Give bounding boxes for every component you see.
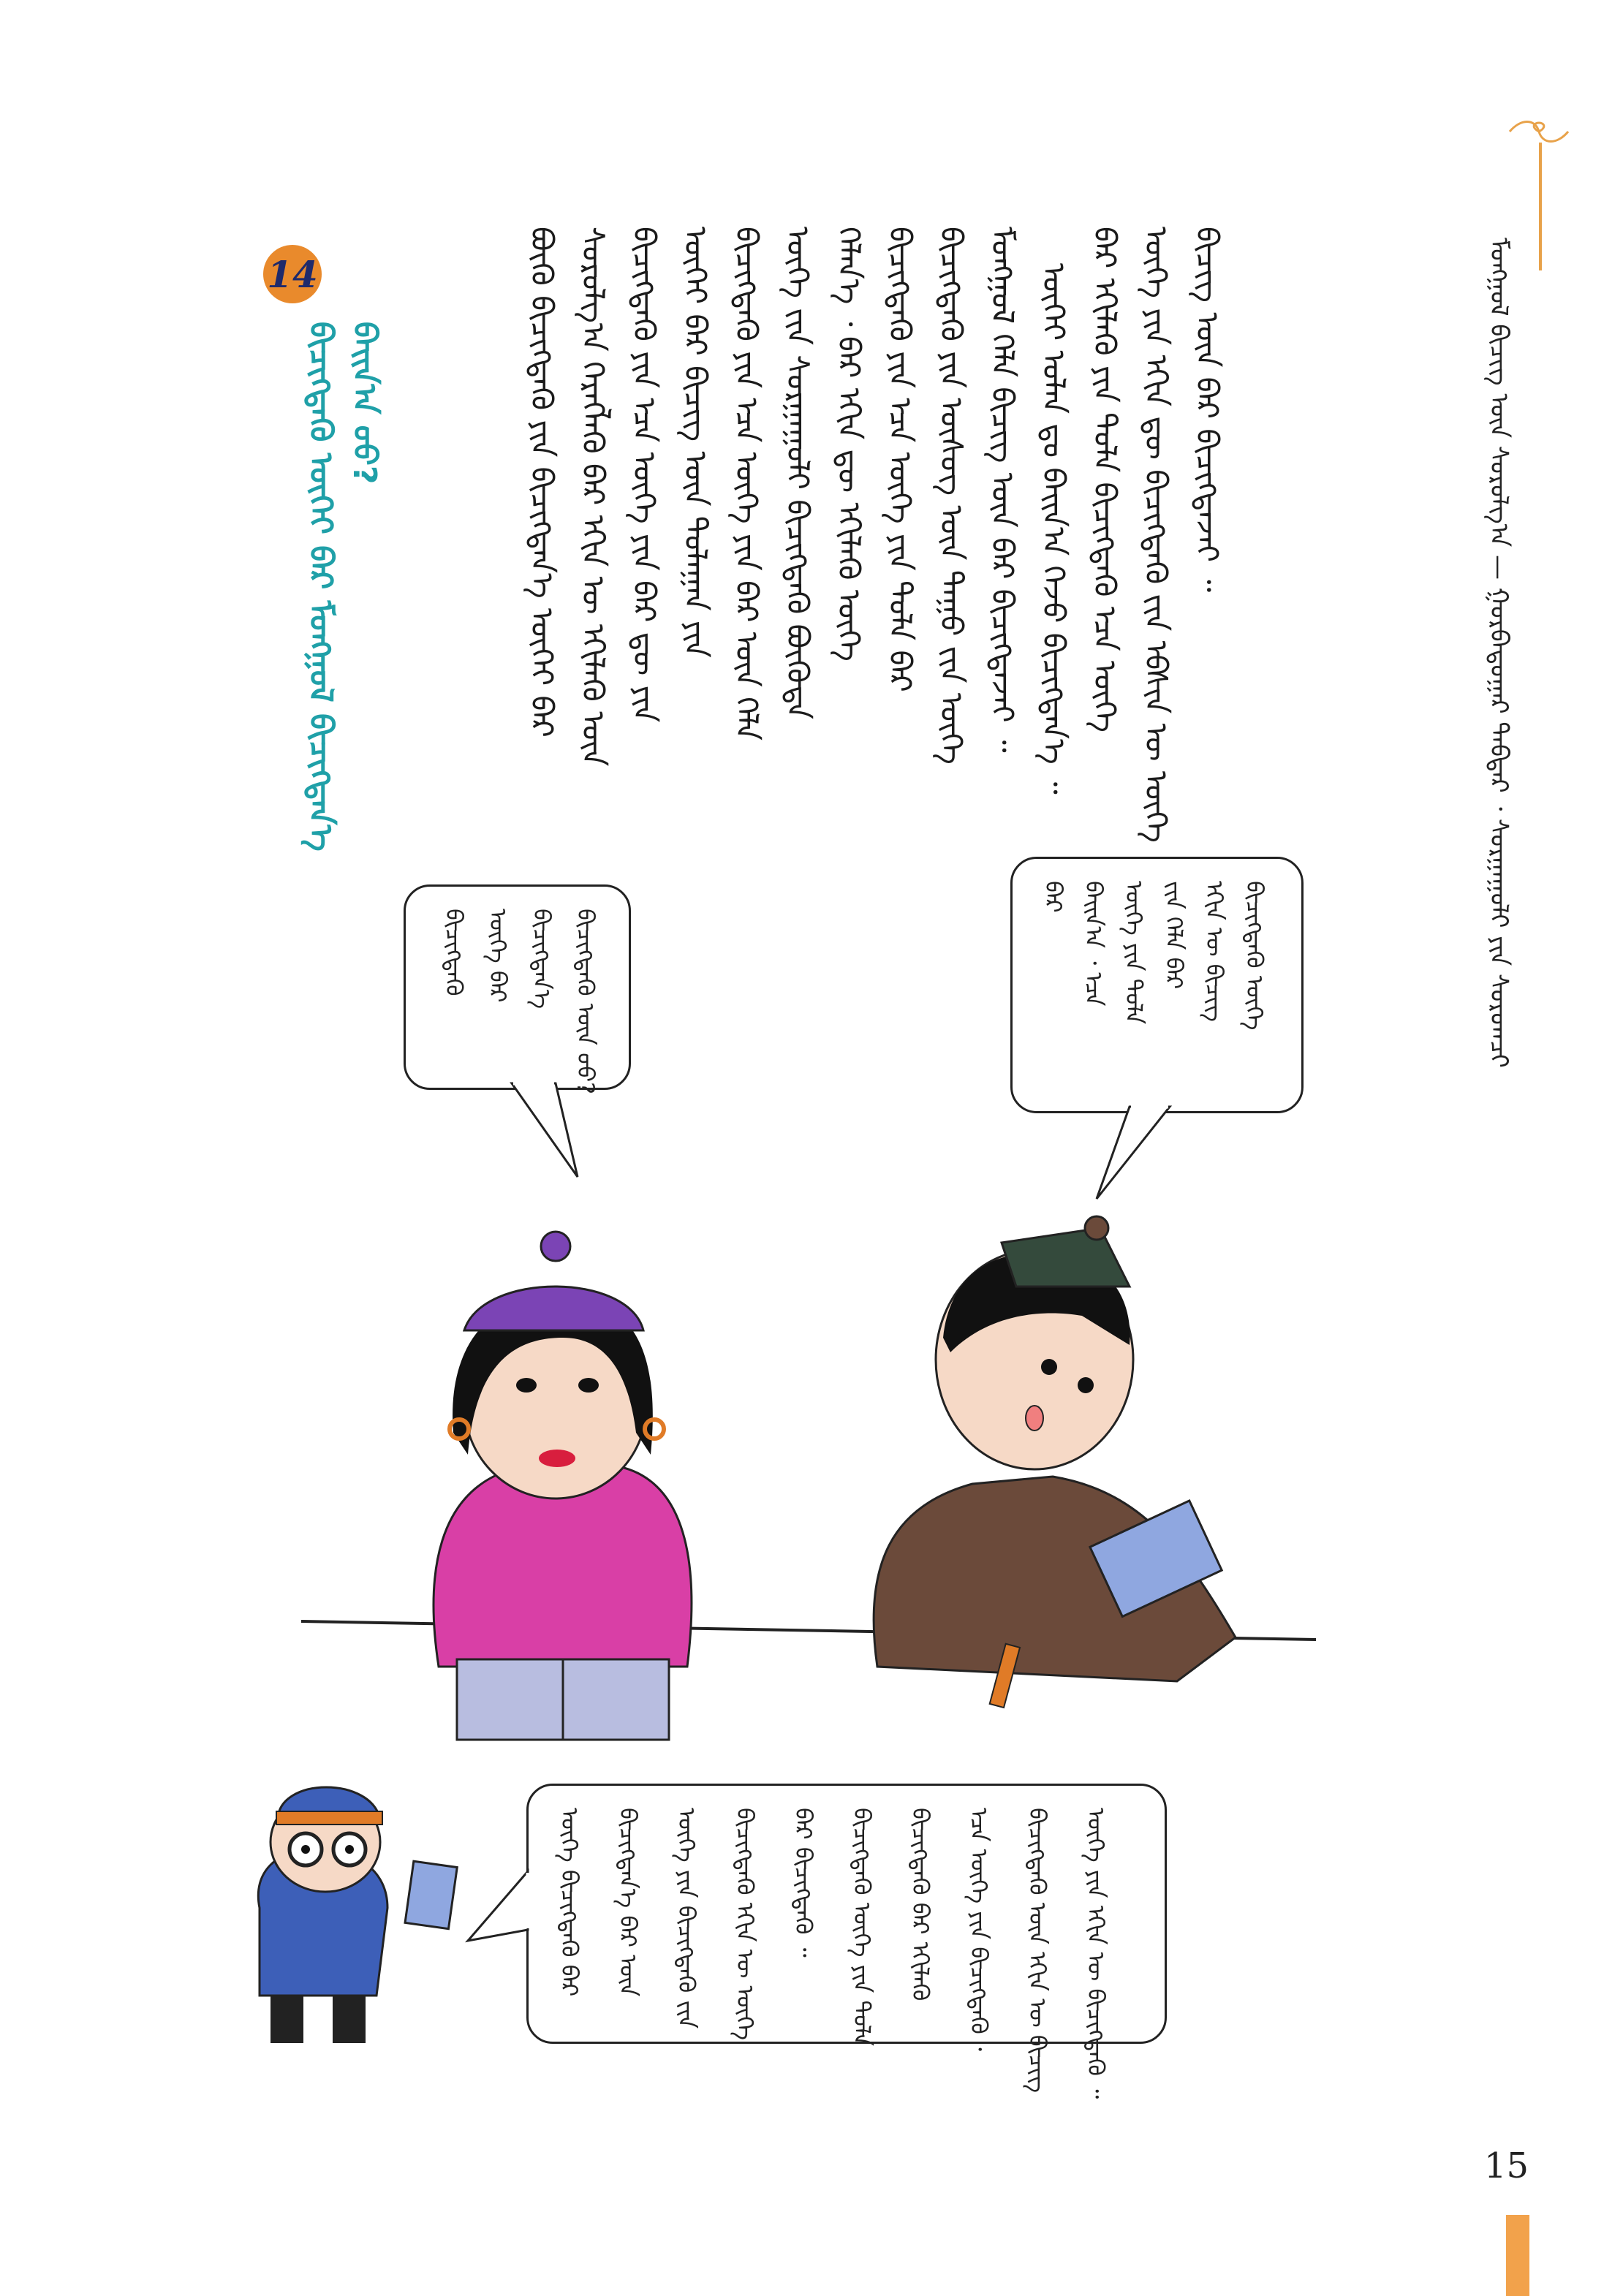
bubble-line: ᠡᠴᠡ ᠦᠭᠡ ᠶᠢᠨ ᠪᠢᠴᠢᠭᠳᠡᠬᠦ ᠂ [965, 1808, 993, 2051]
body-line: ᠪᠦᠬᠦ ᠪᠢᠴᠢᠭᠳᠡᠬᠦ ᠶᠢᠨ ᠪᠢᠴᠢᠭᠳᠡᠨ᠎ᠡ ᠦᠭᠡᠢ ᠪᠠᠷ [524, 227, 560, 738]
bubble-line: ᠦᠭᠡ ᠶᠢᠨ ᠲᠤᠯᠠ [1120, 881, 1148, 1025]
bubble-line: ᠪᠢᠴᠢᠭᠳᠡᠬᠦ ᠦᠭᠡ [1241, 881, 1268, 1031]
bubble-line: ᠪᠢᠴᠢᠭᠳᠡᠬᠦ ᠦᠨ ᠤᠤ? [572, 909, 599, 1095]
bubble-tail-boy [1097, 1107, 1170, 1199]
bubble-tail-girl [512, 1083, 578, 1177]
bubble-line: ᠦᠭᠡ ᠪᠢᠴᠢᠭᠳᠡᠬᠦ ᠪᠠᠷ [556, 1808, 583, 1997]
bubble-line: ᠵᠢᠨ ᠬᠡᠯᠡ ᠪᠠᠷ [1160, 881, 1188, 990]
body-line: ᠦᠭᠡ ᠶᠢᠨ ᠡᠬᠢᠨ ᠳᠦ ᠪᠢᠴᠢᠭᠳᠡᠬᠦ ᠵᠢᠨ ᠡᠪᠰᠢᠨ ᠦ ᠦᠭᠡ [1138, 227, 1174, 843]
body-line: ᠪᠢᠴᠢᠭᠳᠡᠬᠦ ᠶᠢᠨ ᠡᠴᠡ ᠦᠭᠡ ᠶᠢᠨ ᠪᠠᠷ ᠦᠨ ᠬᠡᠯᠡ [729, 227, 765, 741]
page-number: 15 [1484, 2145, 1529, 2186]
body-line: ᠪᠢᠴᠢᠭᠳᠡᠬᠦ ᠶᠢᠨ ᠡᠴᠡ ᠦᠭᠡ ᠶᠢᠨ ᠪᠠᠷ ᠳᠦ ᠶᠢᠨ [627, 227, 662, 723]
section-heading: ᠪᠢᠴᠢᠭᠳᠡᠬᠦ ᠦᠭᠡᠢ ᠪᠠᠷ ᠮᠣᠩᠭᠣᠯ ᠪᠢᠴᠢᠭᠳᠡᠨ᠎ᠡ [302, 322, 339, 852]
bubble-line: ᠡᠬᠢᠨ ᠦ ᠪᠢᠴᠢᠭ [1200, 881, 1228, 1022]
bubble-line: ᠪᠢᠴᠢᠭᠳᠡᠬᠦ ᠡᠬᠢᠨ ᠦ ᠦᠭᠡ [731, 1808, 759, 2041]
bubble-line: ᠪᠢᠴᠢᠭᠳᠡᠬᠦ [440, 909, 468, 996]
section-number-badge: 14 [263, 245, 322, 303]
body-line: ᠪᠢᠴᠢᠭ ᠦᠨ ᠪᠠᠷ ᠪᠢᠴᠢᠭᠳᠡᠵᠡᠢ ᠃ [1189, 227, 1225, 593]
body-line: ᠪᠢᠴᠢᠭᠳᠡᠬᠦ ᠶᠢᠨ ᠡᠴᠡ ᠦᠭᠡ ᠶᠢᠨ ᠲᠤᠯᠠ ᠪᠠᠷ [882, 227, 918, 692]
bubble-line: ᠪᠠᠷ [1040, 881, 1067, 913]
body-line: ᠪᠢᠴᠢᠭᠳᠡᠬᠦ ᠶᠢᠨ ᠦᠰᠦᠭ ᠦᠨ ᠳᠠᠭᠤ ᠵᠢᠨ ᠦᠭᠡ [934, 227, 969, 765]
bubble-line: ᠪᠢᠴᠢᠭᠳᠡᠬᠦ ᠪᠠᠷ ᠡᠬᠢᠯᠡᠬᠦ [907, 1808, 934, 2001]
body-line: ᠦᠭᠡᠢ ᠪᠠᠷ ᠪᠢᠴᠢᠭ ᠦᠨ ᠳᠤᠯᠠᠭᠠᠨ ᠶᠢᠨ [678, 227, 714, 658]
bubble-line: ᠦᠭᠡ ᠶᠢᠨ ᠡᠬᠢᠨ ᠦ ᠪᠢᠴᠢᠭᠳᠡᠬᠦ ᠃ [1082, 1808, 1110, 2099]
girl-character [434, 1232, 692, 1740]
body-line: ᠦᠭᠡ ᠵᠢᠨ ᠰᠤᠷᠭᠠᠭᠤᠯᠢ ᠪᠢᠴᠢᠭᠳᠡᠬᠦ ᠪᠦᠭᠦᠳᠡ [780, 227, 816, 719]
body-line: ᠪᠠᠷ ᠡᠬᠢᠯᠡᠬᠦ ᠶᠢᠨ ᠲᠤᠯᠠ ᠪᠢᠴᠢᠭᠳᠡᠬᠦ ᠡᠴᠡ ᠦᠭᠡ [1087, 227, 1123, 733]
body-line: ᠰᠤᠷᠤᠯᠭ᠎ᠠ ᠬᠡᠷᠡᠭᠯᠡᠬᠦ ᠪᠠᠷ ᠡᠬᠢᠨ ᠦ ᠡᠬᠢᠯᠡᠬᠦ ᠦᠨ [575, 227, 611, 767]
kid-character [258, 1787, 457, 2043]
body-line: ᠦᠭᠡᠢ ᠤᠯᠠᠨ ᠳᠤ ᠪᠠᠢᠨ᠎ᠠ ᠭᠡᠵᠦ ᠪᠢᠴᠢᠭᠳᠡᠨ᠎ᠡ ᠃ [1036, 263, 1072, 795]
bubble-line: ᠪᠢᠴᠢᠭᠳᠡᠨ᠎ᠡ [528, 909, 556, 1009]
boy-character [874, 1216, 1236, 1708]
bubble-line: ᠪᠢᠴᠢᠭᠳᠡᠬᠦ ᠦᠨ ᠡᠬᠢᠨ ᠦ ᠪᠢᠴᠢᠭ [1024, 1808, 1051, 2094]
body-line: ᠮᠣᠩᠭᠣᠯ ᠬᠡᠯᠡ ᠪᠢᠴᠢᠭ ᠦᠨ ᠪᠠᠷ ᠪᠢᠴᠢᠭᠳᠡᠵᠡᠢ ᠃ [985, 227, 1021, 753]
bubble-line: ᠪᠢᠴᠢᠭᠳᠡᠬᠦ ᠦᠭᠡ ᠶᠢᠨ ᠲᠤᠯᠠ [848, 1808, 876, 2046]
bubble-line: ᠪᠠᠢᠨ᠎ᠠ ᠂ ᠡᠴᠡ [1080, 881, 1108, 1007]
running-header: ᠮᠣᠩᠭᠣᠯ ᠪᠢᠴᠢᠭ᠌ ᠦᠨ ᠰᠤᠷᠤᠯᠭ᠎ᠠ — ᠭᠤᠷᠪᠠᠳᠤᠭᠠᠷ ᠳᠡᠪᠲᠡᠷ ᠂ ᠰᠤᠷᠭᠠᠭᠤᠯᠢ ᠶᠢᠨ ᠰᠤᠷᠤᠭᠴᠢ [1484, 238, 1513, 1068]
bubble-line: ᠪᠢᠴᠢᠭᠳᠡᠨ᠎ᠡ ᠪᠠᠷ ᠦᠨ [614, 1808, 642, 1997]
bubble-line: ᠦᠭᠡ ᠪᠠᠷ [484, 909, 512, 1003]
bubble-tail-kid [468, 1871, 528, 1941]
bubble-line: ᠦᠭᠡ ᠶᠢᠨ ᠪᠢᠴᠢᠭᠳᠡᠬᠦ ᠵᠢᠨ [673, 1808, 700, 2029]
page-edge-tab [1506, 2215, 1529, 2296]
bubble-line: ᠪᠠᠷ ᠪᠢᠴᠢᠭᠳᠡᠬᠦ ᠃ [790, 1808, 817, 1958]
section-heading-continued: ᠪᠠᠢᠨ᠎ᠠ ᠤᠤ? [346, 322, 383, 485]
body-line: ᠬᠡᠯᠡᠨ᠎ᠡ ᠂ ᠪᠠᠷ ᠡᠬᠢᠨ ᠳᠦ ᠡᠬᠢᠯᠡᠬᠦ ᠦᠭᠡ [831, 227, 867, 662]
